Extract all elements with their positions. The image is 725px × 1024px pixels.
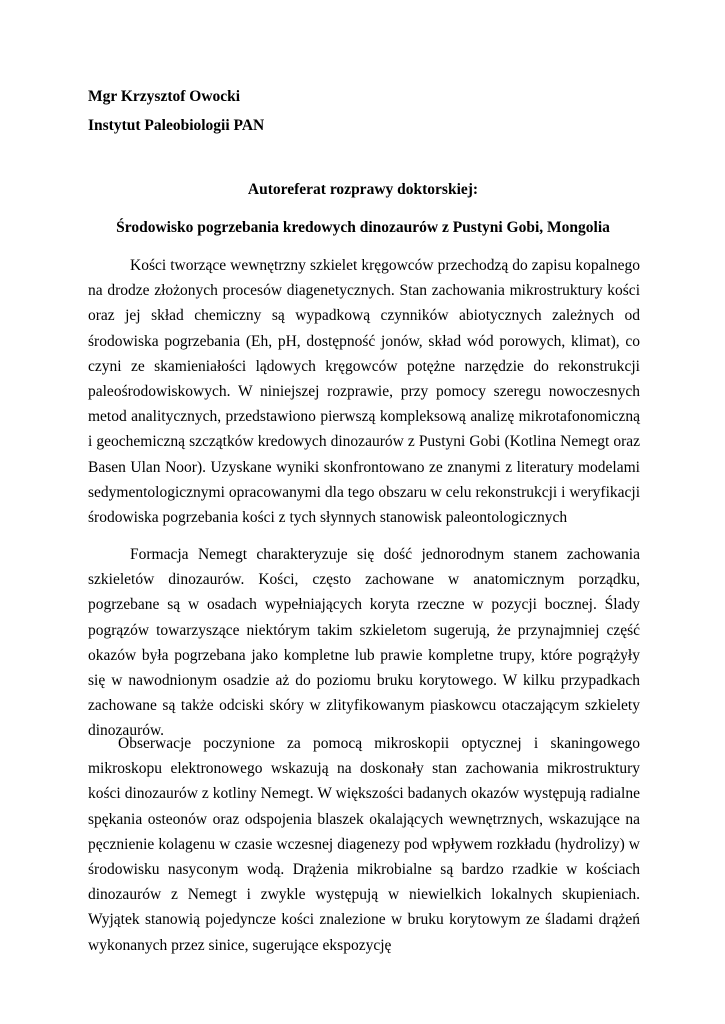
institute-name: Instytut Paleobiologii PAN — [88, 117, 265, 134]
paragraph-1: Kości tworzące wewnętrzny szkielet kręgowców przechodzą do zapisu kopalnego na drodze złożonych procesów diagenetycznych. Stan zachowania mikrostruktury kości oraz jej skład chemiczny są wypadkową czynników abiotycznych zależnych od środowiska pogrzebania (Eh, pH, dostępność jonów, skład wód porowych, klimat), co czyni ze skamieniałości lądowych kręgowców potężne narzędzie do rekonstrukcji paleośrodowiskowych. W niniejszej rozprawie, przy pomocy szeregu nowoczesnych metod analitycznych, przedstawiono pierwszą kompleksową analizę mikrotafonomiczną i geochemiczną szczątków kredowych dinozaurów z Pustyni Gobi (Kotlina Nemegt oraz Basen Ulan Noor). Uzyskane wyniki skonfrontowano ze znanymi z literatury modelami sedymentologicznymi opracowanymi dla tego obszaru w celu rekonstrukcji i weryfikacji środowiska pogrzebania kości z tych słynnych stanowisk paleontologicznych — [88, 257, 640, 527]
thesis-title: Środowisko pogrzebania kredowych dinozaurów z Pustyni Gobi, Mongolia — [116, 219, 610, 236]
paragraph-2: Formacja Nemegt charakteryzuje się dość jednorodnym stanem zachowania szkieletów dinozaurów. Kości, często zachowane w anatomicznym porządku, pogrzebane są w osadach wypełniających koryta rzeczne w pozycji bocznej. Ślady pogrązów towarzyszące niektórym takim szkieletom sugerują, że przynajmniej część okazów była pogrzebana jako kompletne lub prawie kompletne trupy, które pogrążyły się w nawodnionym osadzie aż do poziomu bruku korytowego. W kilku przypadkach zachowane są także odciski skóry w zlityfikowanym piaskowcu otaczającym szkielety dinozaurów. — [88, 546, 640, 740]
paragraph-3: Obserwacje poczynione za pomocą mikroskopii optycznej i skaningowego mikroskopu elektronowego wskazują na doskonały stan zachowania mikrostruktury kości dinozaurów z kotliny Nemegt. W większości badanych okazów występują radialne spękania osteonów oraz odspojenia blaszek okalających wewnętrznych, wskazujące na pęcznienie kolagenu w czasie wczesnej diagenezy pod wpływem rozkładu (hydrolizy) w środowisku nasyconym wodą. Drążenia mikrobialne są bardzo rzadkie w kościach dinozaurów z Nemegt i zwykle występują w niewielkich lokalnych skupieniach. Wyjątek stanowią pojedyncze kości znalezione w bruku korytowym ze śladami drążeń wykonanych przez sinice, sugerujące ekspozycję — [88, 735, 640, 954]
document-title: Autoreferat rozprawy doktorskiej: — [247, 181, 479, 198]
author-name: Mgr Krzysztof Owocki — [88, 88, 241, 105]
